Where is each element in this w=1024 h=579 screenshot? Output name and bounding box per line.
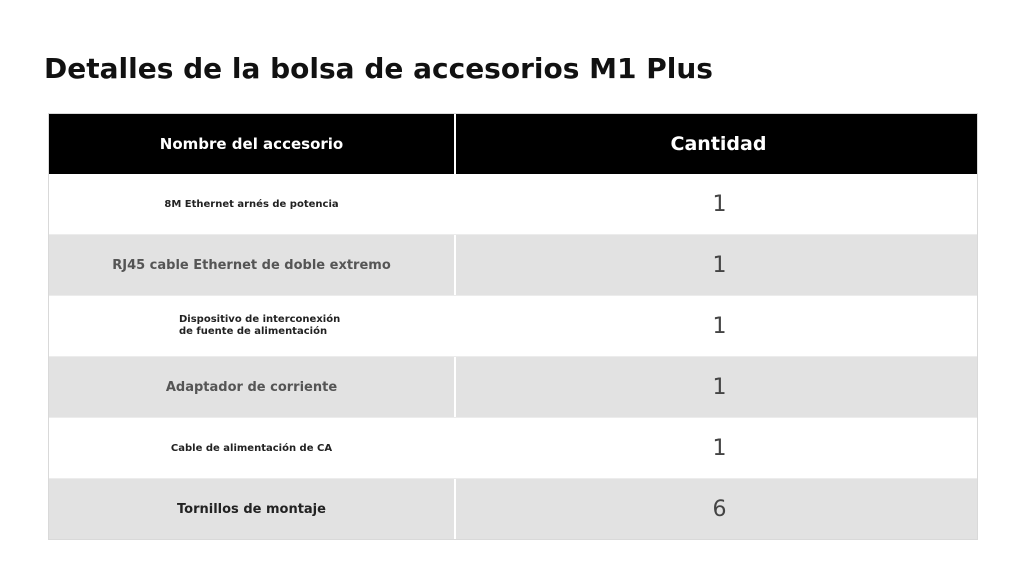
table-row — [49, 174, 977, 234]
accessory-name: Dispositivo de interconexión de fuente de alimentación — [179, 314, 341, 337]
table-row — [49, 417, 977, 478]
page-title: Detalles de la bolsa de accesorios M1 Plus — [44, 52, 713, 85]
accessory-quantity: 6 — [712, 496, 727, 522]
cell-accessory-quantity — [456, 357, 977, 417]
accessory-name: Cable de alimentación de CA — [170, 442, 333, 454]
cell-accessory-quantity — [456, 418, 977, 478]
cell-accessory-name — [49, 357, 456, 417]
cell-accessory-quantity — [456, 296, 977, 356]
accessory-name: Tornillos de montaje — [177, 501, 326, 517]
accessory-quantity: 1 — [712, 435, 727, 461]
table-row — [49, 478, 977, 539]
accessories-table — [48, 113, 978, 540]
header-name-label: Nombre del accesorio — [159, 135, 344, 153]
header-cell-quantity — [456, 114, 977, 174]
cell-accessory-name — [49, 479, 456, 539]
cell-accessory-name — [49, 235, 456, 295]
cell-accessory-name — [49, 296, 456, 356]
accessory-name: Adaptador de corriente — [165, 379, 338, 395]
table-row — [49, 234, 977, 295]
accessory-quantity: 1 — [712, 313, 727, 339]
table-header-row — [49, 114, 977, 174]
cell-accessory-quantity — [456, 174, 977, 234]
accessory-name: RJ45 cable Ethernet de doble extremo — [112, 257, 391, 273]
cell-accessory-quantity — [456, 479, 977, 539]
accessory-quantity: 1 — [712, 191, 727, 217]
header-cell-name — [49, 114, 456, 174]
table-row — [49, 295, 977, 356]
cell-accessory-quantity — [456, 235, 977, 295]
cell-accessory-name — [49, 174, 456, 234]
cell-accessory-name — [49, 418, 456, 478]
table-row — [49, 356, 977, 417]
accessory-name: 8M Ethernet arnés de potencia — [164, 198, 339, 210]
accessory-quantity: 1 — [712, 252, 727, 278]
header-quantity-label: Cantidad — [670, 133, 767, 155]
accessory-quantity: 1 — [712, 374, 727, 400]
